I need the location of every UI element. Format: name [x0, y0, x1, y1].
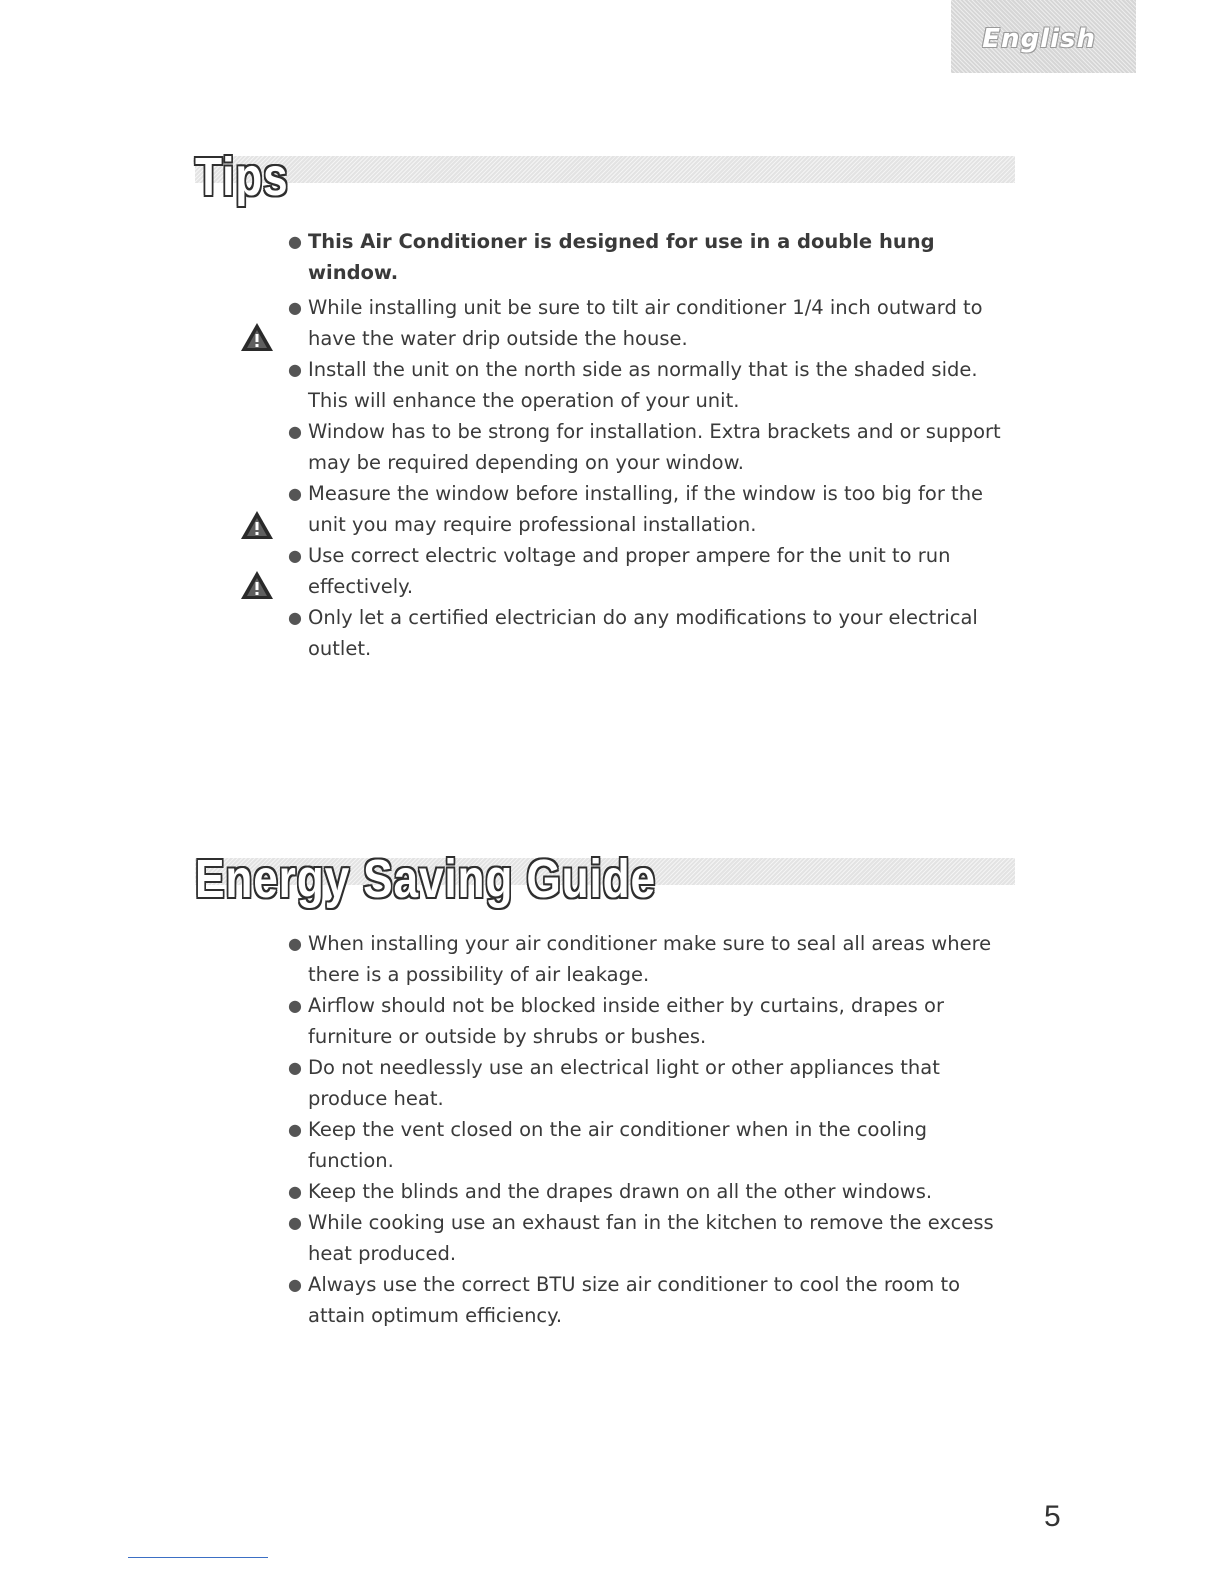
footer-rule — [128, 1557, 268, 1558]
bullet-icon: ● — [288, 996, 302, 1015]
tip-item — [286, 354, 1016, 416]
bullet-icon: ● — [288, 1213, 302, 1232]
energy-list — [286, 928, 1016, 1331]
energy-item — [286, 928, 1016, 990]
bullet-icon: ● — [288, 1058, 302, 1077]
tips-list — [286, 226, 1016, 664]
bullet-icon: ● — [288, 360, 302, 379]
bullet-icon: ● — [288, 232, 302, 251]
language-tab — [951, 0, 1136, 73]
energy-item — [286, 990, 1016, 1052]
bullet-icon: ● — [288, 934, 302, 953]
tip-text: Use correct electric voltage and proper ampere for the unit to run effectively. — [308, 544, 951, 598]
energy-text: Do not needlessly use an electrical light or other appliances that produce heat. — [308, 1056, 940, 1110]
tip-item — [286, 540, 1016, 602]
bullet-icon: ● — [288, 608, 302, 627]
tip-text: Measure the window before installing, if the window is too big for the unit you may require professional installation. — [308, 482, 984, 536]
page-number: 5 — [1044, 1500, 1061, 1533]
energy-item — [286, 1176, 1016, 1207]
tip-item — [286, 416, 1016, 478]
tip-item — [286, 478, 1016, 540]
energy-title: Energy Saving Guide — [195, 849, 656, 909]
energy-item — [286, 1269, 1016, 1331]
energy-item — [286, 1114, 1016, 1176]
warning-icon — [240, 570, 274, 600]
warning-icon — [240, 510, 274, 540]
bullet-icon: ● — [288, 1275, 302, 1294]
tip-text: Only let a certified electrician do any modifications to your electrical outlet. — [308, 606, 978, 660]
warning-icon — [240, 322, 274, 352]
bullet-icon: ● — [288, 422, 302, 441]
tips-title: Tips — [195, 147, 289, 207]
bullet-icon: ● — [288, 1182, 302, 1201]
tips-header-bar — [195, 156, 1015, 183]
tip-text: Window has to be strong for installation. Extra brackets and or support may be required depending on your window. — [308, 420, 1001, 474]
energy-text: While cooking use an exhaust fan in the kitchen to remove the excess heat produced. — [308, 1211, 994, 1265]
tip-text: Install the unit on the north side as normally that is the shaded side. This will enhance the operation of your unit. — [308, 358, 978, 412]
bullet-icon: ● — [288, 1120, 302, 1139]
language-tab-label: English — [982, 24, 1096, 54]
energy-text: When installing your air conditioner make sure to seal all areas where there is a possibility of air leakage. — [308, 932, 992, 986]
energy-item — [286, 1052, 1016, 1114]
bullet-icon: ● — [288, 546, 302, 565]
energy-item — [286, 1207, 1016, 1269]
bullet-icon: ● — [288, 298, 302, 317]
energy-text: Airflow should not be blocked inside either by curtains, drapes or furniture or outside by shrubs or bushes. — [308, 994, 944, 1048]
energy-text: Keep the blinds and the drapes drawn on all the other windows. — [308, 1180, 933, 1203]
bullet-icon: ● — [288, 484, 302, 503]
tip-item — [286, 226, 1016, 288]
energy-text: Always use the correct BTU size air conditioner to cool the room to attain optimum efficiency. — [308, 1273, 961, 1327]
energy-text: Keep the vent closed on the air conditioner when in the cooling function. — [308, 1118, 927, 1172]
tip-text: While installing unit be sure to tilt air conditioner 1/4 inch outward to have the water drip outside the house. — [308, 296, 983, 350]
tip-item — [286, 602, 1016, 664]
tip-item — [286, 292, 1016, 354]
tip-text: This Air Conditioner is designed for use in a double hung window. — [308, 230, 935, 284]
